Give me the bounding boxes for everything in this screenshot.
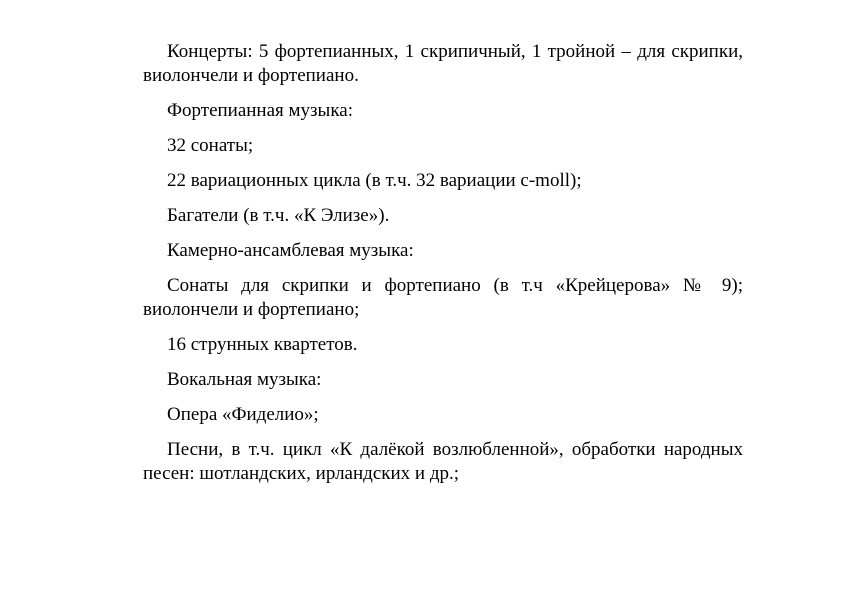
paragraph-vocal-music-heading: Вокальная музыка:: [167, 369, 322, 390]
paragraph-violin-cello-sonatas: Сонаты для скрипки и фортепиано (в т.ч «Крейцерова» № 9); виолончели и фортепиано;: [143, 275, 743, 320]
text-column: [143, 40, 743, 486]
paragraph-string-quartets: 16 струнных квартетов.: [167, 334, 358, 355]
paragraph-songs: Песни, в т.ч. цикл «К далёкой возлюбленной», обработки народных песен: шотландских, ирландских и др.;: [143, 439, 743, 484]
paragraph-bagatelles: Багатели (в т.ч. «К Элизе»).: [167, 205, 390, 226]
paragraph-chamber-music-heading: Камерно-ансамблевая музыка:: [167, 240, 414, 261]
paragraph-concertos: Концерты: 5 фортепианных, 1 скрипичный, 1 тройной – для скрипки, виолончели и фортепиано.: [143, 41, 743, 86]
paragraph-opera: Опера «Фиделио»;: [167, 404, 319, 425]
paragraph-piano-music-heading: Фортепианная музыка:: [167, 100, 353, 121]
paragraph-sonatas: 32 сонаты;: [167, 135, 254, 156]
paragraph-variations: 22 вариационных цикла (в т.ч. 32 вариации c-moll);: [167, 170, 582, 191]
